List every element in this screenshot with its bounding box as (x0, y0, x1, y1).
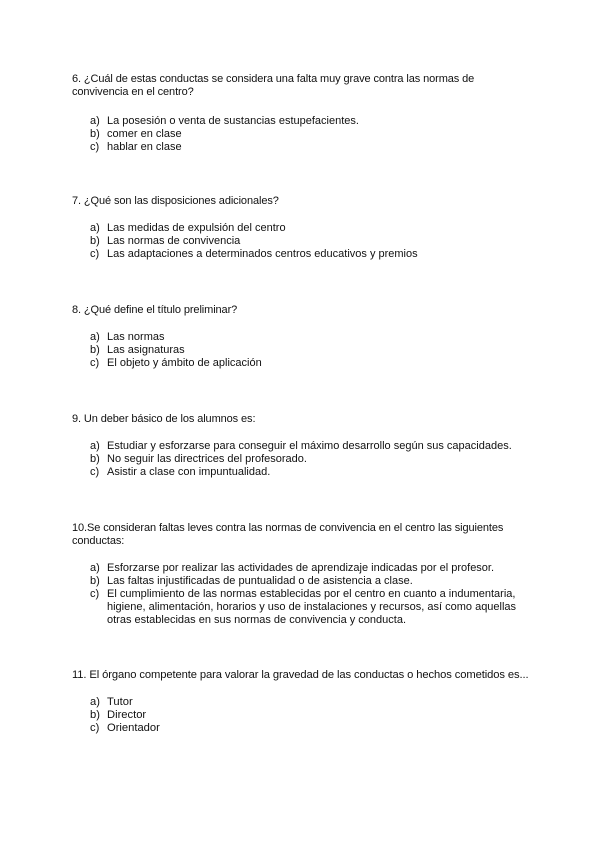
option-a (72, 440, 532, 453)
option-list (72, 696, 532, 735)
option-label: a) (90, 222, 100, 234)
question-11 (72, 669, 532, 735)
question-10 (72, 522, 532, 627)
option-label: b) (90, 344, 100, 356)
question-text: 11. El órgano competente para valorar la gravedad de las conductas o hechos cometidos es... (72, 669, 529, 681)
question-6 (72, 73, 532, 154)
option-b (72, 235, 532, 248)
option-list (72, 222, 532, 261)
option-c (72, 357, 532, 370)
option-text: Las medidas de expulsión del centro (107, 222, 286, 234)
option-label: b) (90, 453, 100, 465)
option-b (72, 453, 532, 466)
option-text: comer en clase (107, 128, 182, 140)
question-text: 7. ¿Qué son las disposiciones adicionales? (72, 195, 279, 207)
option-text: Las normas (107, 331, 165, 343)
option-a (72, 562, 532, 575)
option-b (72, 709, 532, 722)
option-text: Las faltas injustificadas de puntualidad o de asistencia a clase. (107, 575, 413, 587)
option-c (72, 466, 532, 479)
option-label: a) (90, 440, 100, 452)
option-label: a) (90, 331, 100, 343)
option-label: b) (90, 709, 100, 721)
option-b (72, 128, 532, 141)
option-label: c) (90, 248, 100, 260)
option-label: c) (90, 588, 100, 600)
question-text: 6. ¿Cuál de estas conductas se considera una falta muy grave contra las normas de convivencia en el centro? (72, 73, 475, 98)
option-label: b) (90, 575, 100, 587)
option-text: Orientador (107, 722, 160, 734)
question-text: 8. ¿Qué define el título preliminar? (72, 304, 238, 316)
option-text: Estudiar y esforzarse para conseguir el máximo desarrollo según sus capacidades. (107, 440, 512, 452)
option-a (72, 222, 532, 235)
option-a (72, 331, 532, 344)
question-7 (72, 195, 532, 261)
option-b (72, 344, 532, 357)
option-text: Las asignaturas (107, 344, 185, 356)
option-label: b) (90, 128, 100, 140)
question-9 (72, 413, 532, 479)
option-text: No seguir las directrices del profesorado. (107, 453, 307, 465)
option-label: c) (90, 722, 100, 734)
option-c (72, 141, 532, 154)
option-label: c) (90, 141, 100, 153)
question-text: 9. Un deber básico de los alumnos es: (72, 413, 256, 425)
option-text: La posesión o venta de sustancias estupefacientes. (107, 115, 359, 127)
option-text: Asistir a clase con impuntualidad. (107, 466, 271, 478)
option-list (72, 562, 532, 627)
option-a (72, 696, 532, 709)
question-8 (72, 304, 532, 370)
option-text: hablar en clase (107, 141, 182, 153)
option-text: Las normas de convivencia (107, 235, 241, 247)
question-text: 10.Se consideran faltas leves contra las normas de convivencia en el centro las siguientes conductas: (72, 522, 504, 547)
option-text: Las adaptaciones a determinados centros educativos y premios (107, 248, 418, 260)
option-text: Esforzarse por realizar las actividades de aprendizaje indicadas por el profesor. (107, 562, 495, 574)
option-label: c) (90, 466, 100, 478)
option-label: c) (90, 357, 100, 369)
option-c (72, 248, 532, 261)
option-text: El objeto y ámbito de aplicación (107, 357, 262, 369)
option-text: El cumplimiento de las normas establecidas por el centro en cuanto a indumentaria, higiene, alimentación, horarios y uso de instalaciones y recursos, así como aquellas otras establecidas en sus normas de convivencia y conducta. (107, 588, 517, 626)
option-label: a) (90, 115, 100, 127)
option-list (72, 115, 532, 154)
option-label: b) (90, 235, 100, 247)
option-list (72, 440, 532, 479)
option-c (72, 588, 532, 627)
option-b (72, 575, 532, 588)
option-list (72, 331, 532, 370)
option-a (72, 115, 532, 128)
option-text: Director (107, 709, 147, 721)
option-text: Tutor (107, 696, 133, 708)
option-label: a) (90, 696, 100, 708)
option-c (72, 722, 532, 735)
option-label: a) (90, 562, 100, 574)
